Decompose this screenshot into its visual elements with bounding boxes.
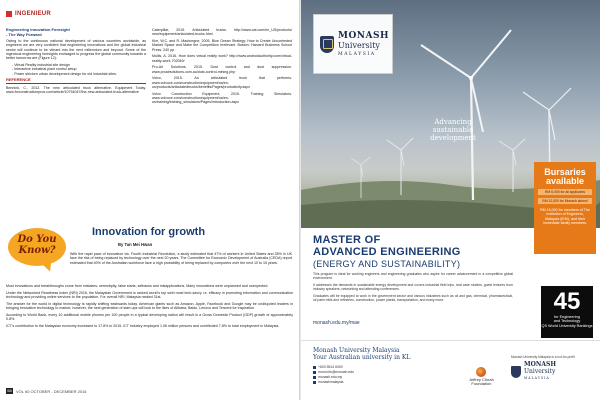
- program-line-1: MASTER OF: [313, 234, 381, 246]
- bursary-title-2: available: [545, 176, 585, 186]
- advert-body: [313, 272, 513, 304]
- section-tag: [6, 11, 51, 17]
- right-page-advert: [301, 0, 600, 400]
- crest-icon: [320, 36, 334, 53]
- advert-url-link[interactable]: monash.edu.my/mae: [313, 320, 360, 326]
- university-name-1: Monash University Malaysia: [313, 347, 400, 354]
- ranking-line-2: and Technology: [553, 319, 581, 324]
- contact-item[interactable]: [313, 380, 354, 385]
- issue-label: VOL 60 OCTOBER - DECEMBER 2016: [16, 388, 87, 394]
- small-logo-3: MALAYSIA: [524, 376, 550, 380]
- do-you-know-text: [14, 234, 60, 256]
- contact-phone: +603 5514 6000: [318, 365, 343, 369]
- do-you-know-badge: [8, 228, 66, 274]
- program-line-2: ADVANCED ENGINEERING: [313, 246, 461, 258]
- bursary-title: [534, 162, 596, 186]
- article-column-1: [6, 28, 146, 97]
- logo-line-2: University: [338, 41, 380, 50]
- monash-small-logo: [511, 362, 593, 382]
- logo-line-1: MONASH: [338, 31, 390, 41]
- left-page: [0, 0, 299, 400]
- advert-paragraph: This program is ideal for working engineers and engineering graduates who aspire for career advancement in a competitive global environment.: [313, 272, 513, 281]
- reference-item: Bennink, C., 2012. The new articulated truck alternative. Equipment Today. www.forconstructionpros.com/article/10754047/the-new-articulated-truck-alternative: [6, 85, 146, 94]
- innovation-paragraph: The answer for the world in digital technology is rapidly shifting eastwards today. American giants such as Amazon, Apple, Facebook and Google may be undisputed leaders in bringing innovative technology to market, however, the next generation of start-ups will look to the likes of Alibaba, Baidu, Lenovo and Tencent for inspiration.: [6, 301, 293, 310]
- small-logo-2: University: [524, 367, 556, 375]
- headline-line-2: sustainable: [432, 126, 474, 134]
- reference-item: Pro-Air Solutions, 2015. Dust control and dust suppression. www.proairsolutions.com.au/dust-control-mining.php: [152, 65, 292, 74]
- contact-web: monash.edu.my: [318, 375, 343, 379]
- advert-footer: [301, 340, 600, 400]
- social-icon: [313, 381, 316, 384]
- small-logo-text: [524, 362, 556, 382]
- jc-line-2: Foundation: [471, 381, 492, 387]
- advert-paragraph: Graduates will be equipped to work in the government sector and various industries such as oil and gas, chemical, pharmaceutical, oil palm mills and refineries, construction, power plants, transportation, and many more.: [313, 293, 513, 302]
- contact-social: monashmalaysia: [318, 380, 344, 384]
- reference-item: Mullis, A. 2016. How does virtual reality work? http://www.androidauthority.com/virtual-reality-work-702049/: [152, 54, 292, 63]
- ranking-number: 45: [553, 288, 581, 315]
- bursary-title-1: Bursaries: [544, 167, 586, 177]
- monash-footer-logo: [511, 355, 593, 382]
- ranking-badge: [541, 286, 593, 338]
- headline-line-1: Advancing: [434, 118, 472, 126]
- ranking-line-1: for Engineering: [554, 315, 580, 319]
- program-line-3: (ENERGY AND SUSTAINABILITY): [313, 259, 461, 269]
- bursary-row: RM 12,000 for Monash alumni: [538, 198, 592, 204]
- contact-list: [313, 365, 354, 385]
- headline-line-3: development: [430, 134, 476, 142]
- ranking-line-3: QS World University Rankings: [541, 323, 593, 328]
- page-number: 58: [7, 388, 12, 393]
- advert-paragraph: It addresses the demands in sustainable energy development and covers industrial field trips, real case studies, guest lectures from industry speakers, networking and attending conferences.: [313, 282, 513, 291]
- not-for-profit-note: Monash University Malaysia is a not-for-profit: [511, 355, 575, 359]
- jeffrey-cheah-logo: [469, 367, 494, 387]
- jc-line-1: Jeffrey Cheah: [469, 377, 494, 382]
- bullet-list: [6, 63, 146, 76]
- web-icon: [313, 376, 316, 379]
- innovation-paragraph: ICT's contribution to the Malaysian economy increased to 17.8% in 2015. ICT industry employed 1.06 million persons and contributed 7.8% to total employment in Malaysia.: [6, 323, 280, 328]
- reference-item: Volvo Construction Equipment, 2015. Training Simulators. www.volvoce.com/constructionequipment/na/en-us/training/training_simulators/Pages/introduction.aspx: [152, 91, 292, 105]
- sunburst-icon: [475, 367, 487, 377]
- advert-headline: [413, 118, 493, 142]
- reference-item: Kim, W.C. and R. Mauborgne, 2005, Blue Ocean Strategy: How to Create Uncontested Market Space and Make the Competition Irrelevant. Boston: Harvard Business School Press. 240 pp: [152, 38, 292, 52]
- article-title: Engineering Innovation Foresight: [6, 27, 70, 32]
- section-marker: [6, 11, 12, 17]
- bullet-item: - Interactive industrial plant control setup: [12, 67, 77, 72]
- innovation-paragraph: Under the Networked Readiness Index (NRI) 2016, the Malaysian Government is ranked world's top sixth most tech-savvy i.e. efficacy in promoting information and communication technology and providing online services to the population. For overall NRI, Malaysia ranked 31st.: [6, 290, 293, 299]
- references-heading: REFERENCE: [6, 78, 146, 83]
- article-paragraph: Owing to the continuous national development of various countries worldwide, as engineers we are very confident that engineering innovations and the global industrial sector will continue to be vibrant into the next millennium and beyond. Some of the ingenious engineering foresights envisaged to progress the global community towards a better tomorrow are (Figure 12):: [6, 39, 146, 61]
- bursary-panel: [534, 162, 596, 254]
- page-footer: [6, 388, 86, 394]
- innovation-byline: By Tan Mei Hwan: [118, 242, 153, 247]
- innovation-title: Innovation for growth: [92, 226, 206, 238]
- turbine-small: [499, 139, 525, 192]
- logo-line-3: MALAYSIA: [338, 52, 376, 57]
- crest-icon: [511, 366, 521, 378]
- innovation-paragraph: Most innovations and breakthroughs come from mistakes, serendipity, false starts, setbacks and misapplications. Many innovations were unplanned and unexpected.: [6, 284, 269, 288]
- reference-item: Caterpillar, 2015. Articulated trucks. http://www.cat.com/en_US/products/ new/equipment/articulated-trucks.html: [152, 28, 292, 37]
- university-name: [313, 347, 410, 361]
- innovation-box: [6, 222, 293, 380]
- dyk-line-2: Know?: [18, 245, 56, 256]
- innovation-paragraph: According to World Bank, every 10 additional mobile phones per 100 people in a typical developing nation will result in a Gross Domestic Product (GDP) growth of approximately 0.8%.: [6, 312, 293, 321]
- bursary-row: RM 6,000 for all applicants: [538, 189, 592, 195]
- contact-email: mum.info@monash.edu: [318, 370, 355, 374]
- university-name-2: Your Australian university in KL: [313, 354, 411, 361]
- email-icon: [313, 371, 316, 374]
- article-column-2: [152, 28, 292, 107]
- bursary-note: RM 15,000 for members of The Institution of Engineers, Malaysia (IEM), and their immediate family members.: [540, 208, 590, 225]
- monash-logo[interactable]: [313, 14, 393, 74]
- section-label: INGENIEUR: [15, 11, 52, 17]
- program-title: [313, 234, 523, 269]
- small-logo-1: MONASH: [524, 361, 557, 368]
- bullet-item: - Power stricken urban development design for old industrial sites.: [12, 71, 117, 76]
- logo-text: [338, 31, 389, 57]
- article-subtitle: - The Way Forward: [6, 31, 42, 37]
- phone-icon: [313, 366, 316, 369]
- bullet-item: - Virtual Reality industrial site design: [12, 63, 70, 68]
- turbine-large: [421, 30, 511, 200]
- innovation-body: [6, 284, 293, 330]
- innovation-intro: With the rapid pace of innovation vis. Fourth Industrial Revolution, a study estimated that 47% of workers in United States and 35% in UK face the risk of being replaced by technology over the next 20 years. The Committee for Economic Development of Australia (CEDA) report estimated that 40% of the Australian workforce face a high probability of being replaced by computers over the next 10 to 15 years.: [70, 252, 292, 265]
- dyk-line-1: Do You: [17, 234, 57, 245]
- reference-item: Volvo, 2015. An articulated truck that performs. www.volvoce.com/constructionequipment/na/en-us/products/articulatedtrucks/benefits/Pages/productivity.aspx: [152, 76, 292, 89]
